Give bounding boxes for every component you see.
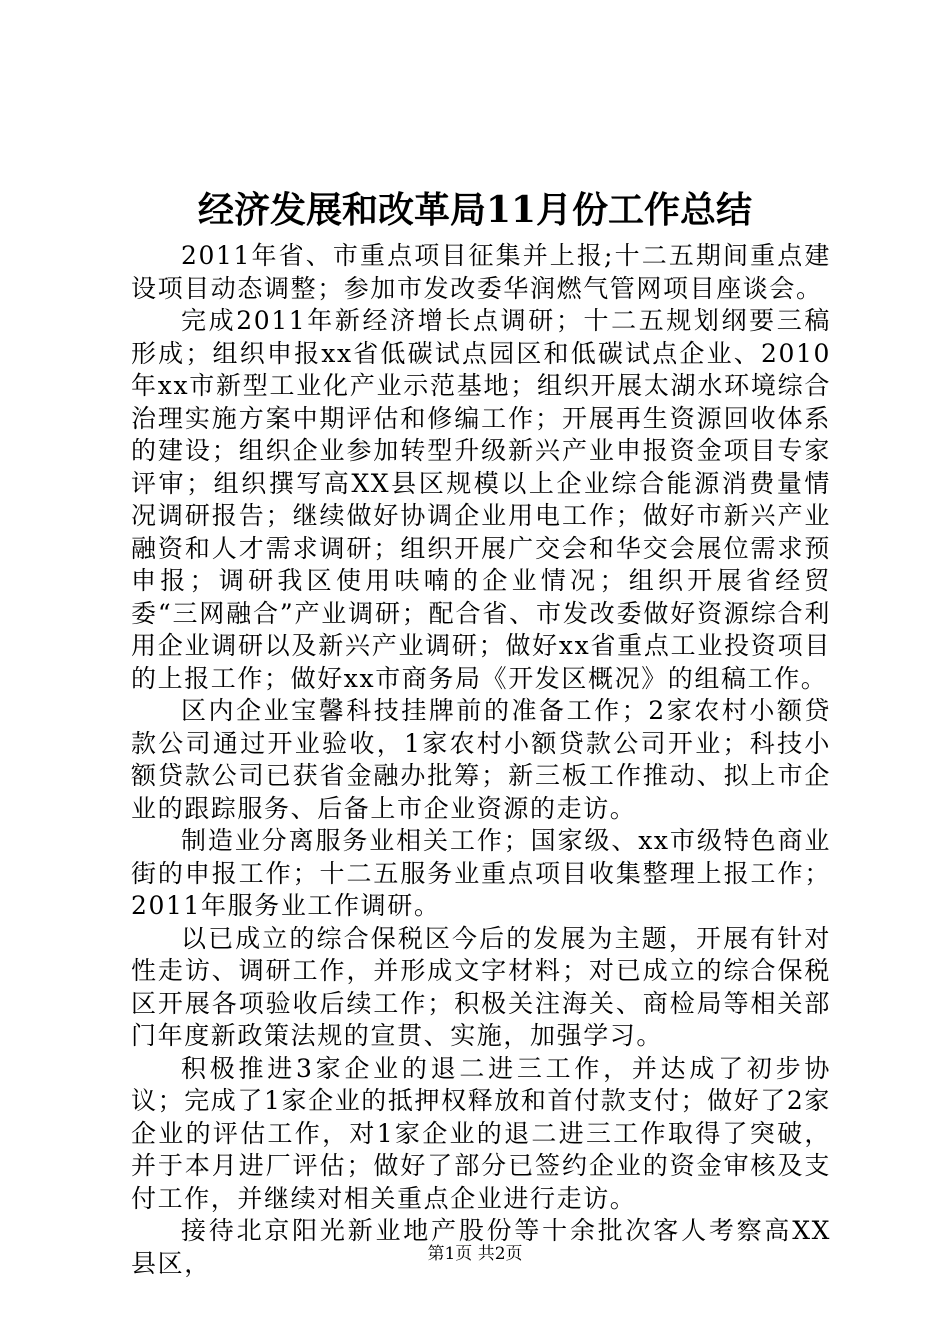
document-title: 经济发展和改革局11月份工作总结 bbox=[197, 189, 753, 231]
paragraph: 完成2011年新经济增长点调研；十二五规划纲要三稿形成；组织申报xx省低碳试点园区和低碳试点企业、2010年xx市新型工业化产业示范基地；组织开展太湖水环境综合治理实施方案中期评估和修编工作；开展再生资源回收体系的建设；组织企业参加转型升级新兴产业申报资金项目专家评审；组织撰写高XX县区规模以上企业综合能源消费量情况调研报告；继续做好协调企业用电工作；做好市新兴产业融资和人才需求调研；组织开展广交会和华交会展位需求预申报；调研我区使用呋喃的企业情况；组织开展省经贸委“三网融合”产业调研；配合省、市发改委做好资源综合利用企业调研以及新兴产业调研；做好xx省重点工业投资项目的上报工作；做好xx市商务局《开发区概况》的组稿工作。 bbox=[131, 306, 831, 693]
paragraph: 2011年省、市重点项目征集并上报;十二五期间重点建设项目动态调整；参加市发改委华润燃气管网项目座谈会。 bbox=[131, 241, 831, 303]
paragraph: 以已成立的综合保税区今后的发展为主题，开展有针对性走访、调研工作，并形成文字材料；对已成立的综合保税区开展各项验收后续工作；积极关注海关、商检局等相关部门年度新政策法规的宣贯、实施，加强学习。 bbox=[131, 923, 831, 1050]
document-body bbox=[131, 240, 831, 1280]
paragraph: 接待北京阳光新业地产股份等十余批次客人考察高XX县区， bbox=[131, 1216, 831, 1278]
paragraph: 积极推进3家企业的退二进三工作，并达成了初步协议；完成了1家企业的抵押权释放和首付款支付；做好了2家企业的评估工作，对1家企业的退二进三工作取得了突破，并于本月进厂评估；做好了部分已签约企业的资金审核及支付工作，并继续对相关重点企业进行走访。 bbox=[131, 1053, 832, 1213]
paragraph: 区内企业宝馨科技挂牌前的准备工作；2家农村小额贷款公司通过开业验收，1家农村小额贷款公司开业；科技小额贷款公司已获省金融办批筹；新三板工作推动、拟上市企业的跟踪服务、后备上市企业资源的走访。 bbox=[131, 696, 831, 823]
page-number-footer: 第1页 共2页 bbox=[427, 1244, 523, 1264]
paragraph: 制造业分离服务业相关工作；国家级、xx市级特色商业街的申报工作；十二五服务业重点项目收集整理上报工作；2011年服务业工作调研。 bbox=[131, 826, 831, 920]
